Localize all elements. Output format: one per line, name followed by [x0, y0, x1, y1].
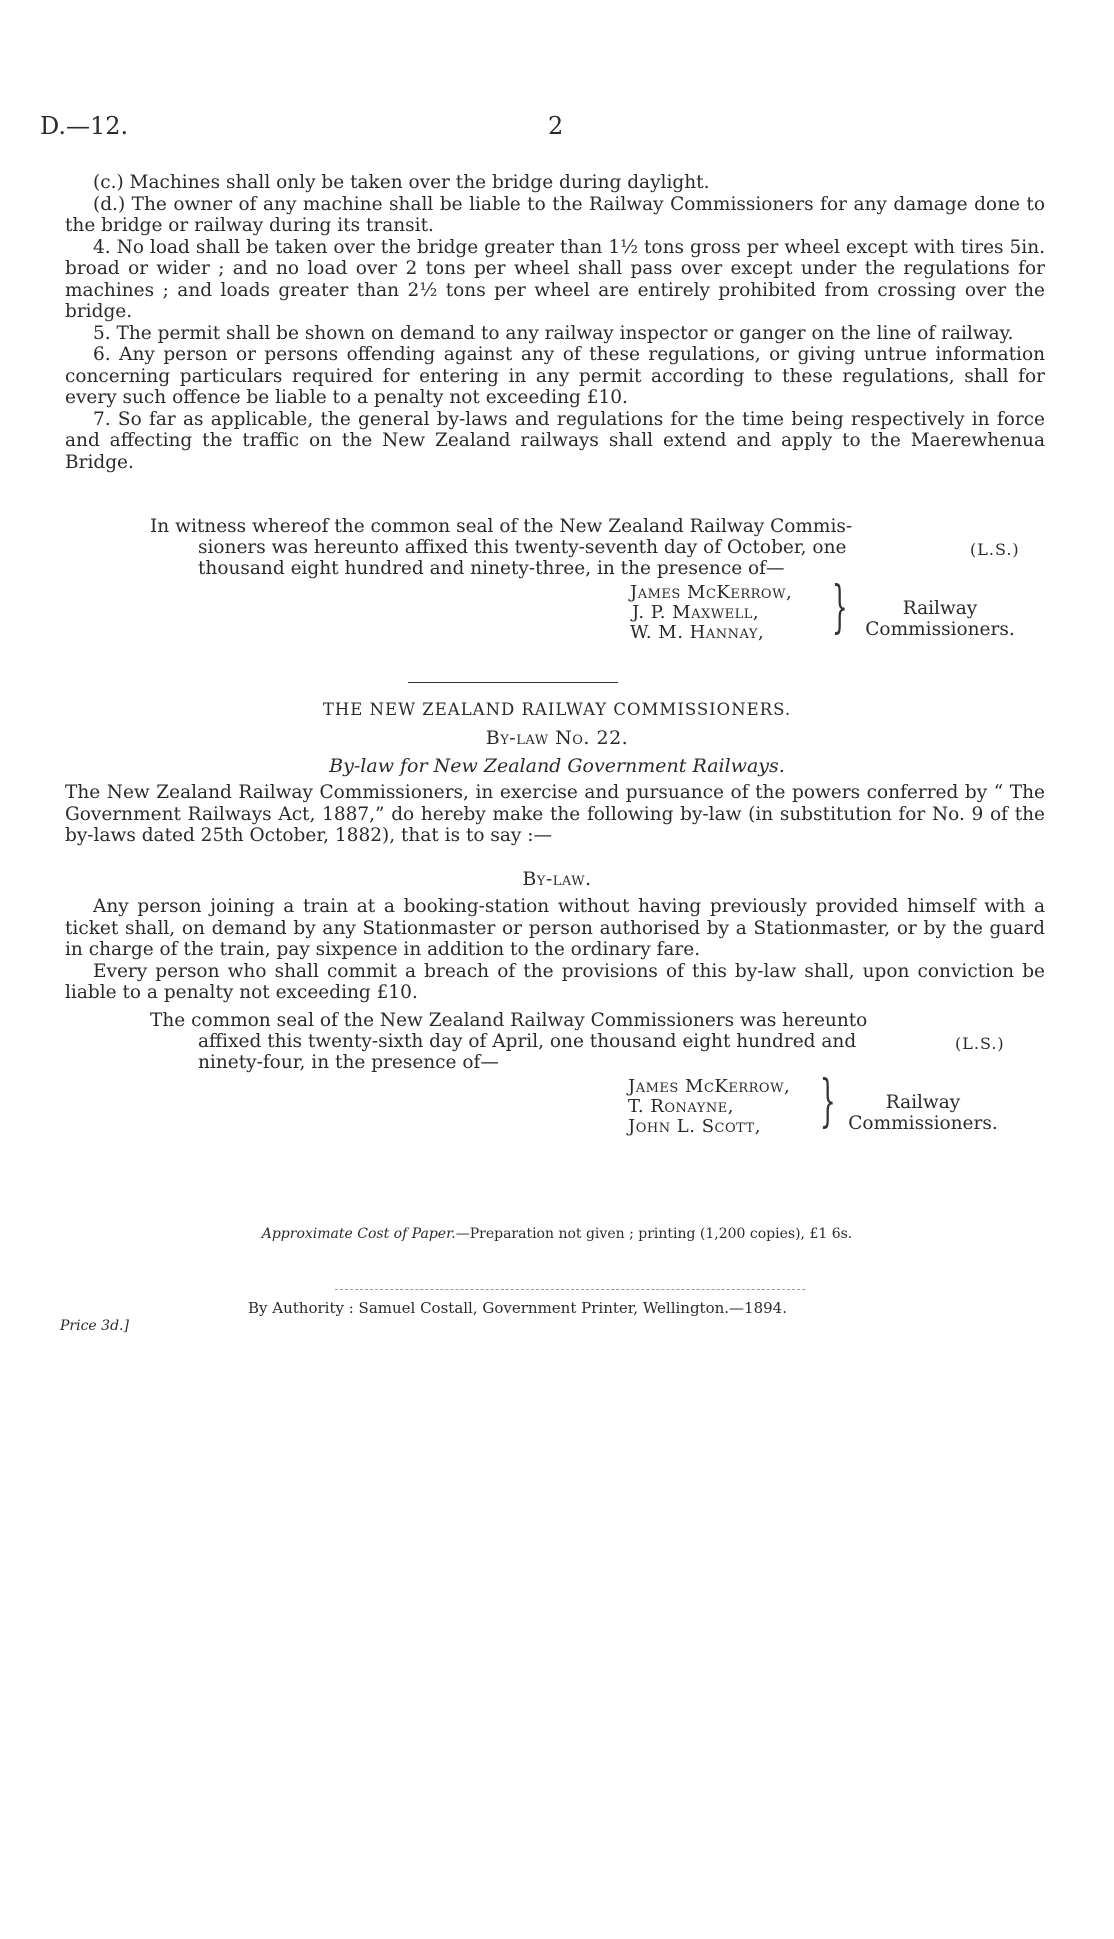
commissioners-heading: THE NEW ZEALAND RAILWAY COMMISSIONERS.: [322, 700, 792, 719]
seal-line: affixed this twenty-sixth day of April, one thousand eight hundred and: [198, 1031, 857, 1052]
witness-line: thousand eight hundred and ninety-three, in the presence of—: [198, 558, 785, 579]
signatory-name: J. P. Maxwell,: [632, 602, 760, 623]
page-number: 2: [548, 112, 564, 140]
bylaw-body: [65, 896, 1045, 1004]
bylaw-paragraph: Any person joining a train at a booking-station without having previously provided himself with a ticket shall, on demand by any Stationmaster or person authorised by a Stationmaster, or by the guard in charge of the train, pay sixpence in addition to the ordinary fare.: [65, 896, 1045, 960]
signatory-list: [630, 583, 792, 643]
witness-line: sioners was hereunto affixed this twenty-seventh day of October, one: [198, 537, 847, 558]
seal-line: The common seal of the New Zealand Railway Commissioners was hereunto: [150, 1010, 868, 1031]
witness-clause: [150, 516, 852, 579]
bylaw-subheading: By-law.: [522, 868, 592, 890]
page-header: [40, 112, 1040, 142]
section-divider: [408, 682, 618, 683]
signatory-name: John L. Scott,: [628, 1116, 761, 1137]
role-line: Commissioners.: [865, 619, 1015, 640]
paragraph-d: (d.) The owner of any machine shall be liable to the Railway Commissioners for any damage done to the bridge or railway during its transit.: [65, 193, 1045, 236]
role-line: Railway: [885, 1092, 961, 1113]
signatory-name: W. M. Hannay,: [630, 622, 765, 643]
bylaw-intro: [65, 782, 1045, 847]
bylaw-number: By-law No. 22.: [485, 727, 629, 749]
seal-mark: (L.S.): [955, 1034, 1005, 1053]
document-reference: D.—12.: [40, 112, 129, 140]
witness-line: In witness whereof the common seal of the New Zealand Railway Commis-: [150, 516, 853, 537]
bylaw-paragraph: Every person who shall commit a breach of the provisions of this by-law shall, upon conviction be liable to a penalty not exceeding £10.: [65, 960, 1045, 1003]
bylaw-title: By-law for New Zealand Government Railways.: [329, 755, 785, 777]
signatory-list: [628, 1077, 790, 1137]
cost-of-paper: [0, 1226, 1114, 1242]
regulations-body: [65, 172, 1045, 473]
seal-line: ninety-four, in the presence of—: [198, 1052, 499, 1073]
cost-label: Approximate Cost of Paper.: [261, 1226, 456, 1242]
brace-icon: }: [831, 575, 848, 640]
cost-text: —Preparation not given ; printing (1,200 copies), £1 6s.: [455, 1226, 853, 1242]
signatory-role: [860, 598, 1020, 640]
printer-authority: By Authority : Samuel Costall, Government Printer, Wellington.—1894.: [248, 1299, 787, 1317]
signatory-role: [843, 1092, 1003, 1134]
signatory-name: James McKerrow,: [628, 1076, 791, 1097]
seal-clause: [150, 1010, 867, 1073]
footer-divider: [335, 1289, 805, 1290]
role-line: Railway: [902, 598, 978, 619]
signatory-name: James McKerrow,: [630, 582, 793, 603]
paragraph-6: 6. Any person or persons offending against any of these regulations, or giving untrue information concerning particulars required for entering in any permit according to these regulations, shall for every such offence be liable to a penalty not exceeding £10.: [65, 344, 1045, 408]
role-line: Commissioners.: [848, 1113, 998, 1134]
paragraph-c: (c.) Machines shall only be taken over the bridge during daylight.: [93, 172, 710, 193]
signatory-name: T. Ronayne,: [628, 1096, 734, 1117]
price-note: Price 3d.]: [60, 1318, 129, 1334]
seal-mark: (L.S.): [970, 540, 1020, 559]
paragraph-4: 4. No load shall be taken over the bridge greater than 1½ tons gross per wheel except with tires 5in. broad or wider ; and no load over 2 tons per wheel shall pass over except under the regulations for machines ; and loads greater than 2½ tons per wheel are entirely prohibited from crossing over the bridge.: [65, 236, 1045, 322]
brace-icon: }: [819, 1069, 836, 1134]
intro-paragraph: The New Zealand Railway Commissioners, in exercise and pursuance of the powers conferred by “ The Government Railways Act, 1887,” do hereby make the following by-law (in substitution for No. 9 of the by-laws dated 25th October, 1882), that is to say :—: [65, 782, 1045, 846]
paragraph-5: 5. The permit shall be shown on demand to any railway inspector or ganger on the line of railway.: [93, 322, 1014, 344]
paragraph-7: 7. So far as applicable, the general by-laws and regulations for the time being respectively in force and affecting the traffic on the New Zealand railways shall extend and apply to the Maerewhenua Bridge.: [65, 408, 1045, 473]
